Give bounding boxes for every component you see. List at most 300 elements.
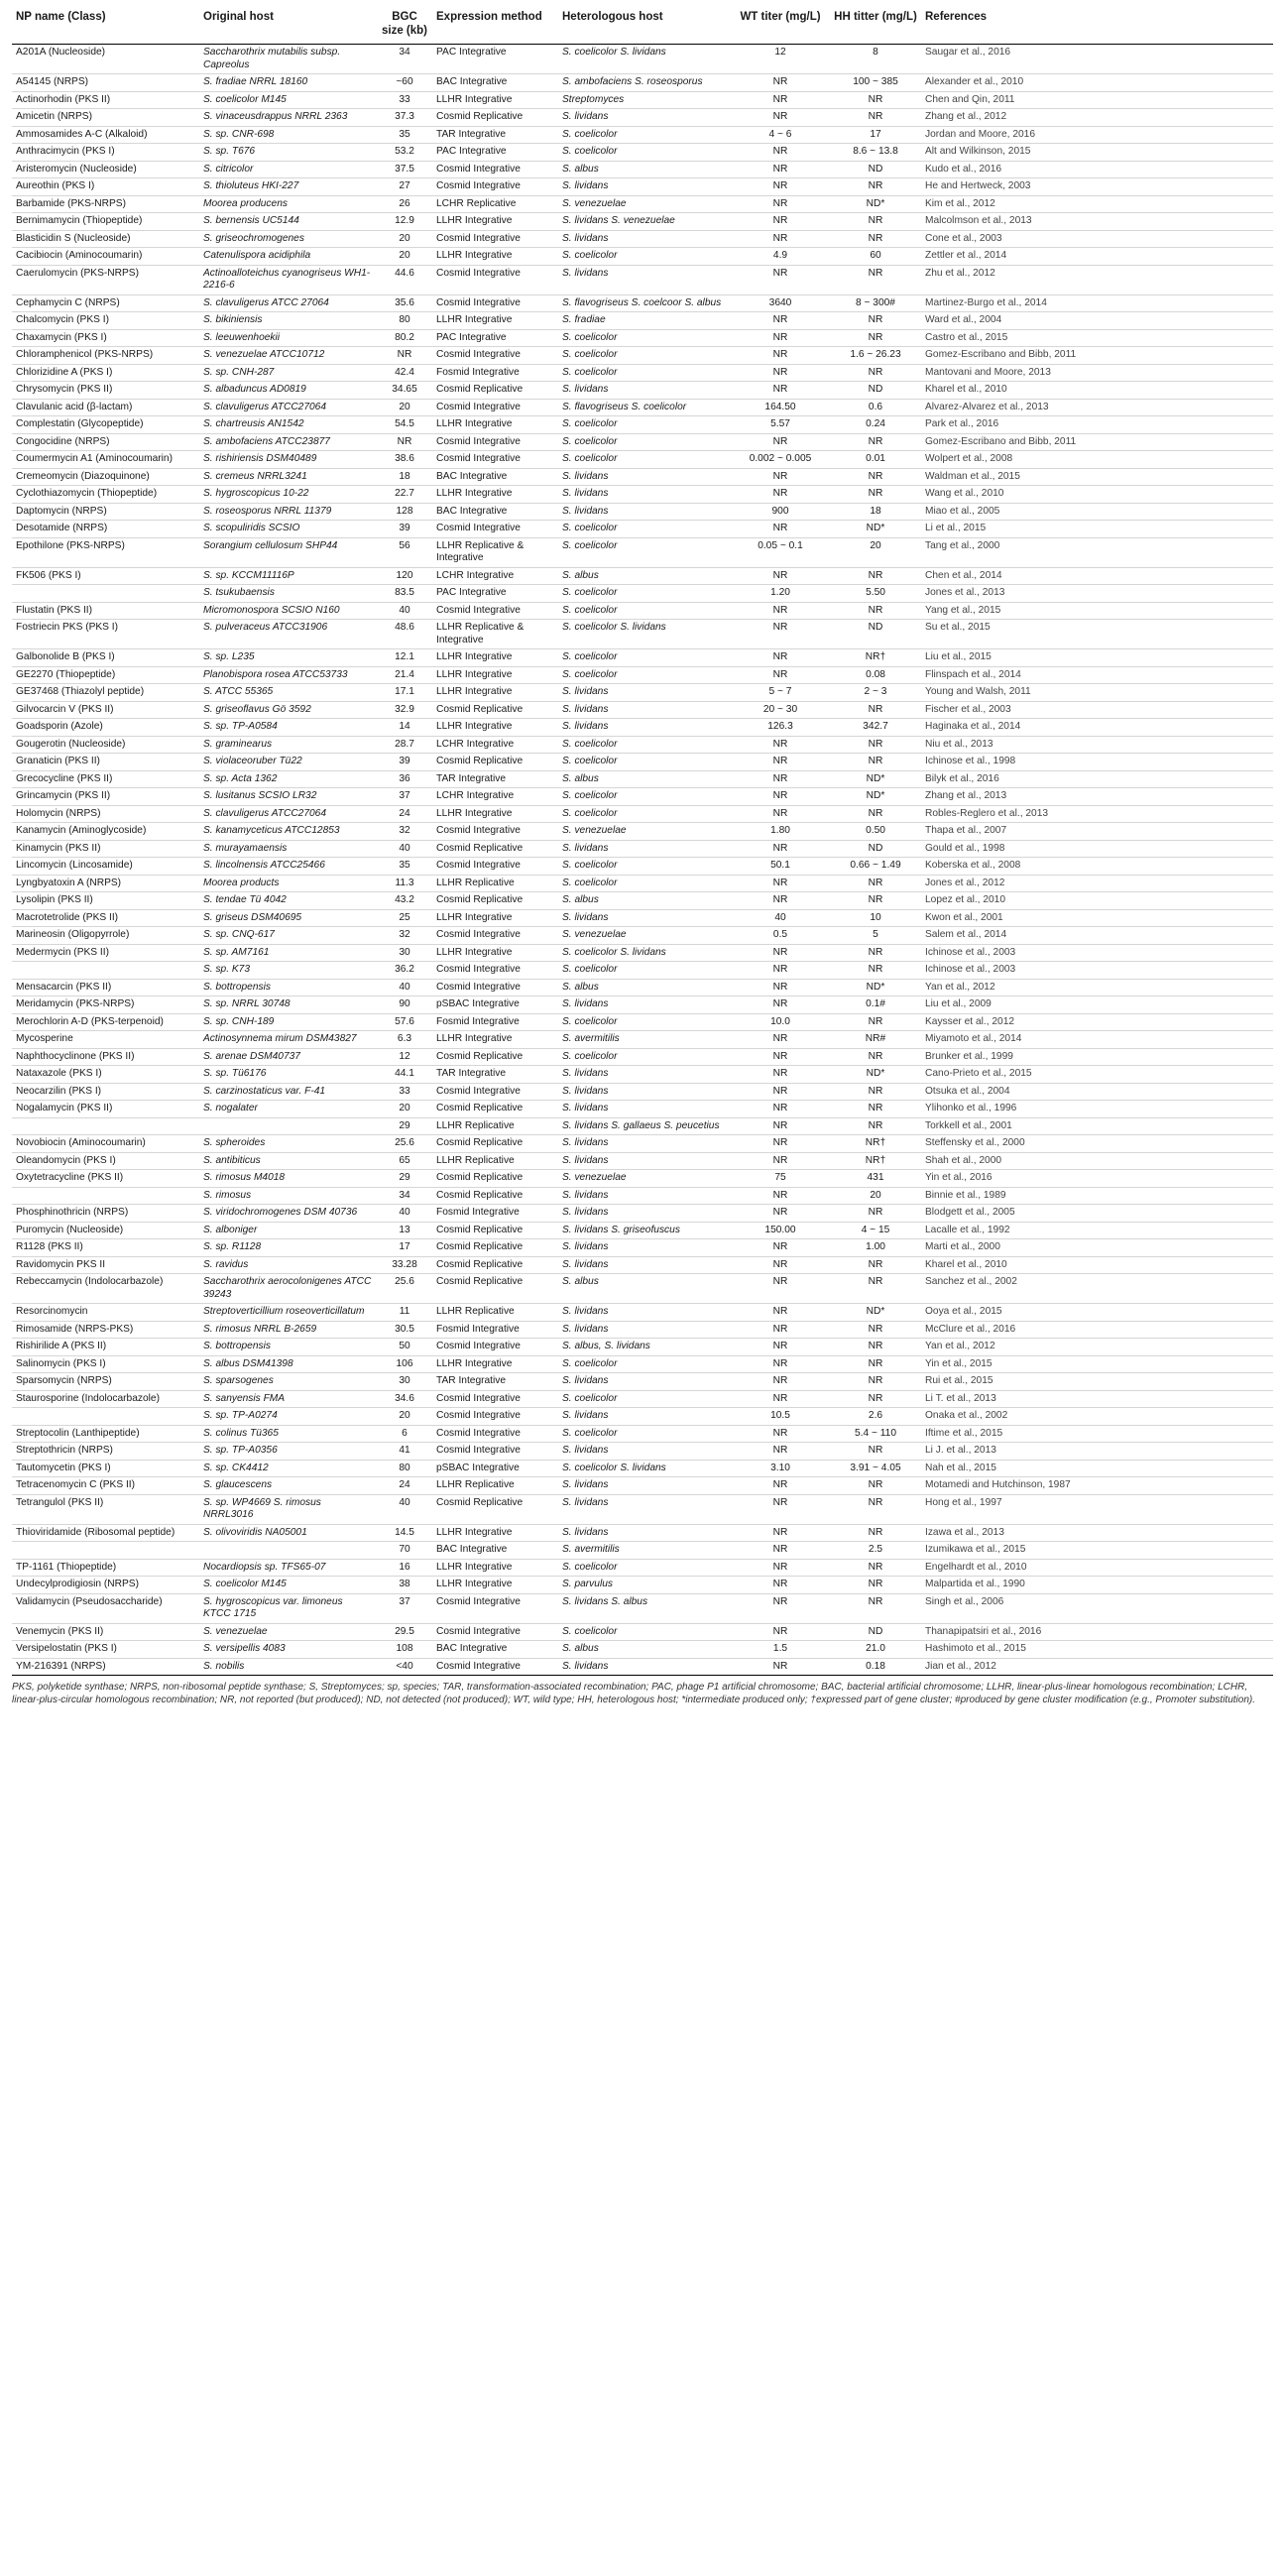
original-host-cell: S. griseoflavus Gö 3592 bbox=[199, 701, 377, 719]
heterologous-host-cell: S. lividans bbox=[558, 109, 731, 127]
hh-titer-cell: NR bbox=[830, 1083, 921, 1101]
hh-titer-cell: NR bbox=[830, 1205, 921, 1223]
reference-cell: Nah et al., 2015 bbox=[921, 1460, 1273, 1477]
bgc-size-cell: 30 bbox=[377, 944, 432, 962]
reference-cell: Iftime et al., 2015 bbox=[921, 1425, 1273, 1443]
heterologous-host-cell: S. lividans bbox=[558, 1256, 731, 1274]
reference-cell: Izawa et al., 2013 bbox=[921, 1524, 1273, 1542]
original-host-cell: Nocardiopsis sp. TFS65-07 bbox=[199, 1559, 377, 1577]
table-row bbox=[12, 1559, 1273, 1577]
bgc-size-cell: 41 bbox=[377, 1443, 432, 1461]
bgc-size-cell: 24 bbox=[377, 805, 432, 823]
expression-method-cell: LLHR Replicative bbox=[432, 875, 558, 892]
np-name-cell: Aureothin (PKS I) bbox=[12, 178, 199, 196]
wt-titer-cell: NR bbox=[731, 1443, 830, 1461]
hh-titer-cell: ND* bbox=[830, 195, 921, 213]
heterologous-host-cell: S. coelicolor bbox=[558, 649, 731, 667]
heterologous-host-cell: S. coelicolor bbox=[558, 788, 731, 806]
table-row bbox=[12, 399, 1273, 416]
np-name-cell: Resorcinomycin bbox=[12, 1304, 199, 1322]
reference-cell: Cano-Prieto et al., 2015 bbox=[921, 1066, 1273, 1084]
bgc-size-cell: 83.5 bbox=[377, 585, 432, 603]
table-row bbox=[12, 1205, 1273, 1223]
bgc-size-cell: 56 bbox=[377, 537, 432, 567]
np-name-cell: Barbamide (PKS-NRPS) bbox=[12, 195, 199, 213]
wt-titer-cell: NR bbox=[731, 1187, 830, 1205]
table-row bbox=[12, 840, 1273, 858]
original-host-cell: S. sp. L235 bbox=[199, 649, 377, 667]
heterologous-host-cell: S. lividans bbox=[558, 719, 731, 737]
heterologous-host-cell: S. coelicolor bbox=[558, 962, 731, 980]
expression-method-cell: BAC Integrative bbox=[432, 74, 558, 92]
bgc-size-cell: 128 bbox=[377, 503, 432, 521]
np-name-cell: Merochlorin A-D (PKS-terpenoid) bbox=[12, 1013, 199, 1031]
reference-cell: Yin et al., 2016 bbox=[921, 1170, 1273, 1188]
original-host-cell: S. sp. CK4412 bbox=[199, 1460, 377, 1477]
bgc-size-cell: 36 bbox=[377, 770, 432, 788]
bgc-size-cell: 65 bbox=[377, 1152, 432, 1170]
col-heterologous-host: Heterologous host bbox=[558, 6, 731, 45]
heterologous-host-cell: S. coelicolor bbox=[558, 1425, 731, 1443]
np-name-cell: Goadsporin (Azole) bbox=[12, 719, 199, 737]
expression-method-cell: LLHR Integrative bbox=[432, 666, 558, 684]
np-name-cell: Validamycin (Pseudosaccharide) bbox=[12, 1593, 199, 1623]
np-name-cell: R1128 (PKS II) bbox=[12, 1239, 199, 1257]
heterologous-host-cell: S. ambofaciens S. roseosporus bbox=[558, 74, 731, 92]
np-name-cell: Epothilone (PKS-NRPS) bbox=[12, 537, 199, 567]
bgc-size-cell: 29 bbox=[377, 1170, 432, 1188]
np-name-cell: Staurosporine (Indolocarbazole) bbox=[12, 1390, 199, 1408]
expression-method-cell: Cosmid Integrative bbox=[432, 1443, 558, 1461]
reference-cell: Brunker et al., 1999 bbox=[921, 1048, 1273, 1066]
heterologous-host-cell: S. coelicolor bbox=[558, 451, 731, 469]
np-name-cell: Nogalamycin (PKS II) bbox=[12, 1101, 199, 1118]
hh-titer-cell: NR bbox=[830, 1274, 921, 1304]
hh-titer-cell: 0.01 bbox=[830, 451, 921, 469]
table-row bbox=[12, 1321, 1273, 1339]
table-row bbox=[12, 649, 1273, 667]
bgc-size-cell: 6 bbox=[377, 1425, 432, 1443]
bgc-size-cell: 34.6 bbox=[377, 1390, 432, 1408]
original-host-cell: S. sp. T676 bbox=[199, 144, 377, 162]
original-host-cell: S. clavuligerus ATCC 27064 bbox=[199, 294, 377, 312]
expression-method-cell: Cosmid Integrative bbox=[432, 979, 558, 996]
original-host-cell: S. tendae Tü 4042 bbox=[199, 892, 377, 910]
bgc-size-cell: 34.65 bbox=[377, 382, 432, 400]
heterologous-host-cell: S. lividans bbox=[558, 1135, 731, 1153]
table-row bbox=[12, 944, 1273, 962]
wt-titer-cell: NR bbox=[731, 230, 830, 248]
np-name-cell: Streptocolin (Lanthipeptide) bbox=[12, 1425, 199, 1443]
expression-method-cell: LLHR Integrative bbox=[432, 649, 558, 667]
np-name-cell: Lincomycin (Lincosamide) bbox=[12, 858, 199, 876]
table-row bbox=[12, 1013, 1273, 1031]
hh-titer-cell: NR bbox=[830, 213, 921, 231]
hh-titer-cell: NR bbox=[830, 329, 921, 347]
hh-titer-cell: NR bbox=[830, 962, 921, 980]
reference-cell: Zhu et al., 2012 bbox=[921, 265, 1273, 294]
bgc-size-cell: 12.9 bbox=[377, 213, 432, 231]
heterologous-host-cell: S. lividans bbox=[558, 486, 731, 504]
reference-cell: Flinspach et al., 2014 bbox=[921, 666, 1273, 684]
table-row bbox=[12, 567, 1273, 585]
expression-method-cell: Cosmid Replicative bbox=[432, 109, 558, 127]
heterologous-host-cell: S. lividans bbox=[558, 1239, 731, 1257]
heterologous-host-cell: S. coelicolor S. lividans bbox=[558, 944, 731, 962]
np-name-cell bbox=[12, 585, 199, 603]
bgc-size-cell: 38.6 bbox=[377, 451, 432, 469]
hh-titer-cell: NR bbox=[830, 1494, 921, 1524]
hh-titer-cell: 0.18 bbox=[830, 1658, 921, 1676]
wt-titer-cell: 4.9 bbox=[731, 248, 830, 266]
original-host-cell: S. sp. CNR-698 bbox=[199, 126, 377, 144]
hh-titer-cell: 100 ~ 385 bbox=[830, 74, 921, 92]
wt-titer-cell: NR bbox=[731, 1152, 830, 1170]
expression-method-cell: LLHR Integrative bbox=[432, 486, 558, 504]
np-name-cell: A54145 (NRPS) bbox=[12, 74, 199, 92]
expression-method-cell: Cosmid Integrative bbox=[432, 602, 558, 620]
table-row bbox=[12, 1274, 1273, 1304]
expression-method-cell: LLHR Integrative bbox=[432, 719, 558, 737]
reference-cell: Kim et al., 2012 bbox=[921, 195, 1273, 213]
heterologous-host-cell: S. flavogriseus S. coelicolor bbox=[558, 399, 731, 416]
wt-titer-cell: NR bbox=[731, 1101, 830, 1118]
bgc-size-cell: 70 bbox=[377, 1542, 432, 1560]
heterologous-host-cell: S. lividans bbox=[558, 1494, 731, 1524]
original-host-cell: S. sp. CNH-287 bbox=[199, 364, 377, 382]
bgc-size-cell: 26 bbox=[377, 195, 432, 213]
heterologous-host-cell: S. lividans bbox=[558, 1321, 731, 1339]
expression-method-cell: Cosmid Integrative bbox=[432, 1425, 558, 1443]
original-host-cell: S. cremeus NRRL3241 bbox=[199, 468, 377, 486]
bgc-size-cell: NR bbox=[377, 433, 432, 451]
wt-titer-cell: NR bbox=[731, 1339, 830, 1356]
reference-cell: Martinez-Burgo et al., 2014 bbox=[921, 294, 1273, 312]
heterologous-host-cell: S. lividans S. griseofuscus bbox=[558, 1222, 731, 1239]
bgc-size-cell: 40 bbox=[377, 1205, 432, 1223]
heterologous-host-cell: S. lividans bbox=[558, 840, 731, 858]
wt-titer-cell: 75 bbox=[731, 1170, 830, 1188]
wt-titer-cell: NR bbox=[731, 1425, 830, 1443]
expression-method-cell: LLHR Integrative bbox=[432, 1577, 558, 1594]
np-name-cell: Gougerotin (Nucleoside) bbox=[12, 736, 199, 754]
table-row bbox=[12, 1117, 1273, 1135]
np-name-cell: Complestatin (Glycopeptide) bbox=[12, 416, 199, 434]
np-name-cell: Actinorhodin (PKS II) bbox=[12, 91, 199, 109]
heterologous-host-cell: S. lividans bbox=[558, 1066, 731, 1084]
np-name-cell: Venemycin (PKS II) bbox=[12, 1623, 199, 1641]
expression-method-cell: Cosmid Replicative bbox=[432, 1222, 558, 1239]
col-original-host: Original host bbox=[199, 6, 377, 45]
original-host-cell: S. hygroscopicus 10-22 bbox=[199, 486, 377, 504]
wt-titer-cell: 900 bbox=[731, 503, 830, 521]
reference-cell: Young and Walsh, 2011 bbox=[921, 684, 1273, 702]
bgc-size-cell: 20 bbox=[377, 1408, 432, 1426]
heterologous-host-cell: S. lividans bbox=[558, 1083, 731, 1101]
bgc-size-cell: 29.5 bbox=[377, 1623, 432, 1641]
reference-cell: Salem et al., 2014 bbox=[921, 927, 1273, 945]
heterologous-host-cell: S. lividans bbox=[558, 909, 731, 927]
original-host-cell: Actinoalloteichus cyanogriseus WH1-2216-6 bbox=[199, 265, 377, 294]
expression-method-cell: LLHR Integrative bbox=[432, 312, 558, 330]
bgc-size-cell: 30.5 bbox=[377, 1321, 432, 1339]
hh-titer-cell: NR bbox=[830, 1101, 921, 1118]
hh-titer-cell: 0.24 bbox=[830, 416, 921, 434]
wt-titer-cell: NR bbox=[731, 788, 830, 806]
np-name-cell: Mensacarcin (PKS II) bbox=[12, 979, 199, 996]
wt-titer-cell: 10.0 bbox=[731, 1013, 830, 1031]
reference-cell: Miao et al., 2005 bbox=[921, 503, 1273, 521]
hh-titer-cell: ND* bbox=[830, 521, 921, 538]
expression-method-cell: LLHR Integrative bbox=[432, 248, 558, 266]
hh-titer-cell: NR bbox=[830, 736, 921, 754]
heterologous-host-cell: S. lividans bbox=[558, 1152, 731, 1170]
original-host-cell: S. clavuligerus ATCC27064 bbox=[199, 805, 377, 823]
expression-method-cell: Cosmid Replicative bbox=[432, 701, 558, 719]
table-row bbox=[12, 1641, 1273, 1659]
reference-cell: Koberska et al., 2008 bbox=[921, 858, 1273, 876]
reference-cell: Ichinose et al., 2003 bbox=[921, 944, 1273, 962]
table-footnote: PKS, polyketide synthase; NRPS, non-ribosomal peptide synthase; S, Streptomyces; sp, species; TAR, transformation-associated recombination; PAC, phage P1 artificial chromosome; BAC, bacterial artificial chromosome; LLHR, linear-plus-linear homologous recombination; LCHR, linear-plus-circular homologous recombination; NR, not reported (but produced); ND, not detected (not produced); WT, wild type; HH, heterologous host; *intermediate produced only; †expressed part of gene cluster; #produced by gene cluster modification (e.g., Promoter substitution). bbox=[12, 1682, 1255, 1705]
table-row bbox=[12, 858, 1273, 876]
reference-cell: Blodgett et al., 2005 bbox=[921, 1205, 1273, 1223]
reference-cell: Yin et al., 2015 bbox=[921, 1355, 1273, 1373]
hh-titer-cell: 17 bbox=[830, 126, 921, 144]
expression-method-cell: Fosmid Integrative bbox=[432, 1013, 558, 1031]
reference-cell: Alvarez-Alvarez et al., 2013 bbox=[921, 399, 1273, 416]
original-host-cell: Planobispora rosea ATCC53733 bbox=[199, 666, 377, 684]
reference-cell: Zhang et al., 2013 bbox=[921, 788, 1273, 806]
original-host-cell: Actinosynnema mirum DSM43827 bbox=[199, 1031, 377, 1049]
np-name-cell: Grecocycline (PKS II) bbox=[12, 770, 199, 788]
table-row bbox=[12, 1339, 1273, 1356]
reference-cell: Kharel et al., 2010 bbox=[921, 382, 1273, 400]
bgc-size-cell: 35 bbox=[377, 858, 432, 876]
table-row bbox=[12, 719, 1273, 737]
wt-titer-cell: NR bbox=[731, 329, 830, 347]
heterologous-host-cell: S. coelicolor bbox=[558, 521, 731, 538]
reference-cell: Motamedi and Hutchinson, 1987 bbox=[921, 1477, 1273, 1495]
bgc-size-cell: 57.6 bbox=[377, 1013, 432, 1031]
reference-cell: Jones et al., 2012 bbox=[921, 875, 1273, 892]
reference-cell: Robles-Reglero et al., 2013 bbox=[921, 805, 1273, 823]
np-name-cell: Chloramphenicol (PKS-NRPS) bbox=[12, 347, 199, 365]
wt-titer-cell: NR bbox=[731, 91, 830, 109]
expression-method-cell: Cosmid Replicative bbox=[432, 1274, 558, 1304]
original-host-cell: Moorea producens bbox=[199, 195, 377, 213]
expression-method-cell: Cosmid Integrative bbox=[432, 347, 558, 365]
table-row bbox=[12, 178, 1273, 196]
bgc-size-cell: 50 bbox=[377, 1339, 432, 1356]
heterologous-host-cell: S. coelicolor S. lividans bbox=[558, 620, 731, 649]
heterologous-host-cell: S. avermitilis bbox=[558, 1542, 731, 1560]
heterologous-host-cell: S. albus bbox=[558, 1274, 731, 1304]
original-host-cell: S. olivoviridis NA05001 bbox=[199, 1524, 377, 1542]
original-host-cell: S. violaceoruber Tü22 bbox=[199, 754, 377, 771]
expression-method-cell: Cosmid Integrative bbox=[432, 1623, 558, 1641]
np-name-cell: Lyngbyatoxin A (NRPS) bbox=[12, 875, 199, 892]
original-host-cell: Sorangium cellulosum SHP44 bbox=[199, 537, 377, 567]
expression-method-cell: LLHR Integrative bbox=[432, 1355, 558, 1373]
np-name-cell: Naphthocyclinone (PKS II) bbox=[12, 1048, 199, 1066]
original-host-cell: S. colinus Tü365 bbox=[199, 1425, 377, 1443]
heterologous-host-cell: S. coelicolor bbox=[558, 144, 731, 162]
expression-method-cell: LLHR Integrative bbox=[432, 416, 558, 434]
expression-method-cell: LLHR Integrative bbox=[432, 1559, 558, 1577]
bgc-size-cell: 17 bbox=[377, 1239, 432, 1257]
table-row bbox=[12, 537, 1273, 567]
original-host-cell: S. sp. TP-A0274 bbox=[199, 1408, 377, 1426]
original-host-cell: S. sp. Tü6176 bbox=[199, 1066, 377, 1084]
reference-cell: Cone et al., 2003 bbox=[921, 230, 1273, 248]
wt-titer-cell: 12 bbox=[731, 45, 830, 74]
table-row bbox=[12, 1623, 1273, 1641]
wt-titer-cell: NR bbox=[731, 265, 830, 294]
heterologous-host-cell: S. lividans bbox=[558, 1205, 731, 1223]
original-host-cell: S. clavuligerus ATCC27064 bbox=[199, 399, 377, 416]
table-row bbox=[12, 962, 1273, 980]
np-name-cell: Cremeomycin (Diazoquinone) bbox=[12, 468, 199, 486]
col-references: References bbox=[921, 6, 1273, 45]
table-row bbox=[12, 503, 1273, 521]
np-name-cell: Granaticin (PKS II) bbox=[12, 754, 199, 771]
table-row bbox=[12, 1170, 1273, 1188]
bgc-size-cell: 21.4 bbox=[377, 666, 432, 684]
table-row bbox=[12, 585, 1273, 603]
bgc-size-cell: 20 bbox=[377, 1101, 432, 1118]
expression-method-cell: Cosmid Integrative bbox=[432, 858, 558, 876]
table-row bbox=[12, 1460, 1273, 1477]
reference-cell: Ichinose et al., 2003 bbox=[921, 962, 1273, 980]
np-name-cell: Bernimamycin (Thiopeptide) bbox=[12, 213, 199, 231]
bgc-size-cell: 32.9 bbox=[377, 701, 432, 719]
np-name-cell: GE37468 (Thiazolyl peptide) bbox=[12, 684, 199, 702]
original-host-cell: Saccharothrix mutabilis subsp. Capreolus bbox=[199, 45, 377, 74]
np-name-cell: Streptothricin (NRPS) bbox=[12, 1443, 199, 1461]
table-row bbox=[12, 248, 1273, 266]
hh-titer-cell: 3.91 ~ 4.05 bbox=[830, 1460, 921, 1477]
hh-titer-cell: NR† bbox=[830, 1135, 921, 1153]
original-host-cell: S. griseus DSM40695 bbox=[199, 909, 377, 927]
np-name-cell: Ammosamides A-C (Alkaloid) bbox=[12, 126, 199, 144]
np-name-cell: Galbonolide B (PKS I) bbox=[12, 649, 199, 667]
heterologous-host-cell: S. lividans bbox=[558, 178, 731, 196]
np-name-cell: Salinomycin (PKS I) bbox=[12, 1355, 199, 1373]
original-host-cell: S. chartreusis AN1542 bbox=[199, 416, 377, 434]
wt-titer-cell: NR bbox=[731, 1256, 830, 1274]
heterologous-host-cell: S. coelicolor bbox=[558, 585, 731, 603]
reference-cell: Zettler et al., 2014 bbox=[921, 248, 1273, 266]
heterologous-host-cell: S. coelicolor bbox=[558, 602, 731, 620]
heterologous-host-cell: S. coelicolor bbox=[558, 433, 731, 451]
table-row bbox=[12, 1187, 1273, 1205]
table-header bbox=[12, 6, 1273, 45]
reference-cell: Jordan and Moore, 2016 bbox=[921, 126, 1273, 144]
original-host-cell: S. rimosus bbox=[199, 1187, 377, 1205]
reference-cell: Yan et al., 2012 bbox=[921, 979, 1273, 996]
original-host-cell: S. rimosus NRRL B-2659 bbox=[199, 1321, 377, 1339]
table-row bbox=[12, 416, 1273, 434]
np-name-cell: Cyclothiazomycin (Thiopeptide) bbox=[12, 486, 199, 504]
reference-cell: Yan et al., 2012 bbox=[921, 1339, 1273, 1356]
reference-cell: Rui et al., 2015 bbox=[921, 1373, 1273, 1391]
reference-cell: Castro et al., 2015 bbox=[921, 329, 1273, 347]
wt-titer-cell: 5 ~ 7 bbox=[731, 684, 830, 702]
bgc-size-cell: 32 bbox=[377, 823, 432, 841]
hh-titer-cell: 0.1# bbox=[830, 996, 921, 1014]
np-name-cell: Kanamycin (Aminoglycoside) bbox=[12, 823, 199, 841]
table-row bbox=[12, 892, 1273, 910]
bgc-size-cell: 14.5 bbox=[377, 1524, 432, 1542]
table-row bbox=[12, 1658, 1273, 1676]
table-row bbox=[12, 979, 1273, 996]
wt-titer-cell: 0.05 ~ 0.1 bbox=[731, 537, 830, 567]
hh-titer-cell: 21.0 bbox=[830, 1641, 921, 1659]
expression-method-cell: Cosmid Integrative bbox=[432, 1339, 558, 1356]
heterologous-host-cell: S. lividans bbox=[558, 230, 731, 248]
hh-titer-cell: 8 bbox=[830, 45, 921, 74]
heterologous-host-cell: S. coelicolor bbox=[558, 347, 731, 365]
bgc-size-cell: 35.6 bbox=[377, 294, 432, 312]
hh-titer-cell: NR bbox=[830, 1355, 921, 1373]
table-row bbox=[12, 788, 1273, 806]
hh-titer-cell: 8 ~ 300# bbox=[830, 294, 921, 312]
heterologous-host-cell: S. lividans bbox=[558, 1524, 731, 1542]
np-name-cell: Chlorizidine A (PKS I) bbox=[12, 364, 199, 382]
col-hh-titer: HH titter (mg/L) bbox=[830, 6, 921, 45]
expression-method-cell: LLHR Integrative bbox=[432, 213, 558, 231]
wt-titer-cell: NR bbox=[731, 1542, 830, 1560]
original-host-cell: S. sanyensis FMA bbox=[199, 1390, 377, 1408]
hh-titer-cell: 4 ~ 15 bbox=[830, 1222, 921, 1239]
heterologous-host-cell: S. coelicolor bbox=[558, 1013, 731, 1031]
expression-method-cell: Cosmid Integrative bbox=[432, 823, 558, 841]
reference-cell: Lopez et al., 2010 bbox=[921, 892, 1273, 910]
table-row bbox=[12, 312, 1273, 330]
hh-titer-cell: ND* bbox=[830, 1304, 921, 1322]
wt-titer-cell: NR bbox=[731, 620, 830, 649]
heterologous-host-cell: S. albus bbox=[558, 161, 731, 178]
original-host-cell: S. glaucescens bbox=[199, 1477, 377, 1495]
expression-method-cell: PAC Integrative bbox=[432, 585, 558, 603]
expression-method-cell: LLHR Replicative bbox=[432, 1152, 558, 1170]
heterologous-host-cell: S. lividans bbox=[558, 1443, 731, 1461]
hh-titer-cell: NR# bbox=[830, 1031, 921, 1049]
wt-titer-cell: NR bbox=[731, 944, 830, 962]
heterologous-host-cell: S. lividans bbox=[558, 684, 731, 702]
hh-titer-cell: NR bbox=[830, 1321, 921, 1339]
heterologous-host-cell: S. coelicolor bbox=[558, 1559, 731, 1577]
np-name-cell: Rishirilide A (PKS II) bbox=[12, 1339, 199, 1356]
reference-cell: Li T. et al., 2013 bbox=[921, 1390, 1273, 1408]
hh-titer-cell: NR bbox=[830, 1013, 921, 1031]
table-row bbox=[12, 1066, 1273, 1084]
wt-titer-cell: NR bbox=[731, 74, 830, 92]
table-row bbox=[12, 1135, 1273, 1153]
original-host-cell: S. antibiticus bbox=[199, 1152, 377, 1170]
reference-cell: Waldman et al., 2015 bbox=[921, 468, 1273, 486]
expression-method-cell: TAR Integrative bbox=[432, 126, 558, 144]
wt-titer-cell: NR bbox=[731, 840, 830, 858]
bgc-size-cell: 48.6 bbox=[377, 620, 432, 649]
expression-method-cell: Cosmid Integrative bbox=[432, 451, 558, 469]
heterologous-host-cell: S. lividans bbox=[558, 265, 731, 294]
reference-cell: Malpartida et al., 1990 bbox=[921, 1577, 1273, 1594]
np-name-cell: Blasticidin S (Nucleoside) bbox=[12, 230, 199, 248]
heterologous-host-cell: S. albus bbox=[558, 567, 731, 585]
original-host-cell: S. thioluteus HKI-227 bbox=[199, 178, 377, 196]
bgc-size-cell: 40 bbox=[377, 979, 432, 996]
